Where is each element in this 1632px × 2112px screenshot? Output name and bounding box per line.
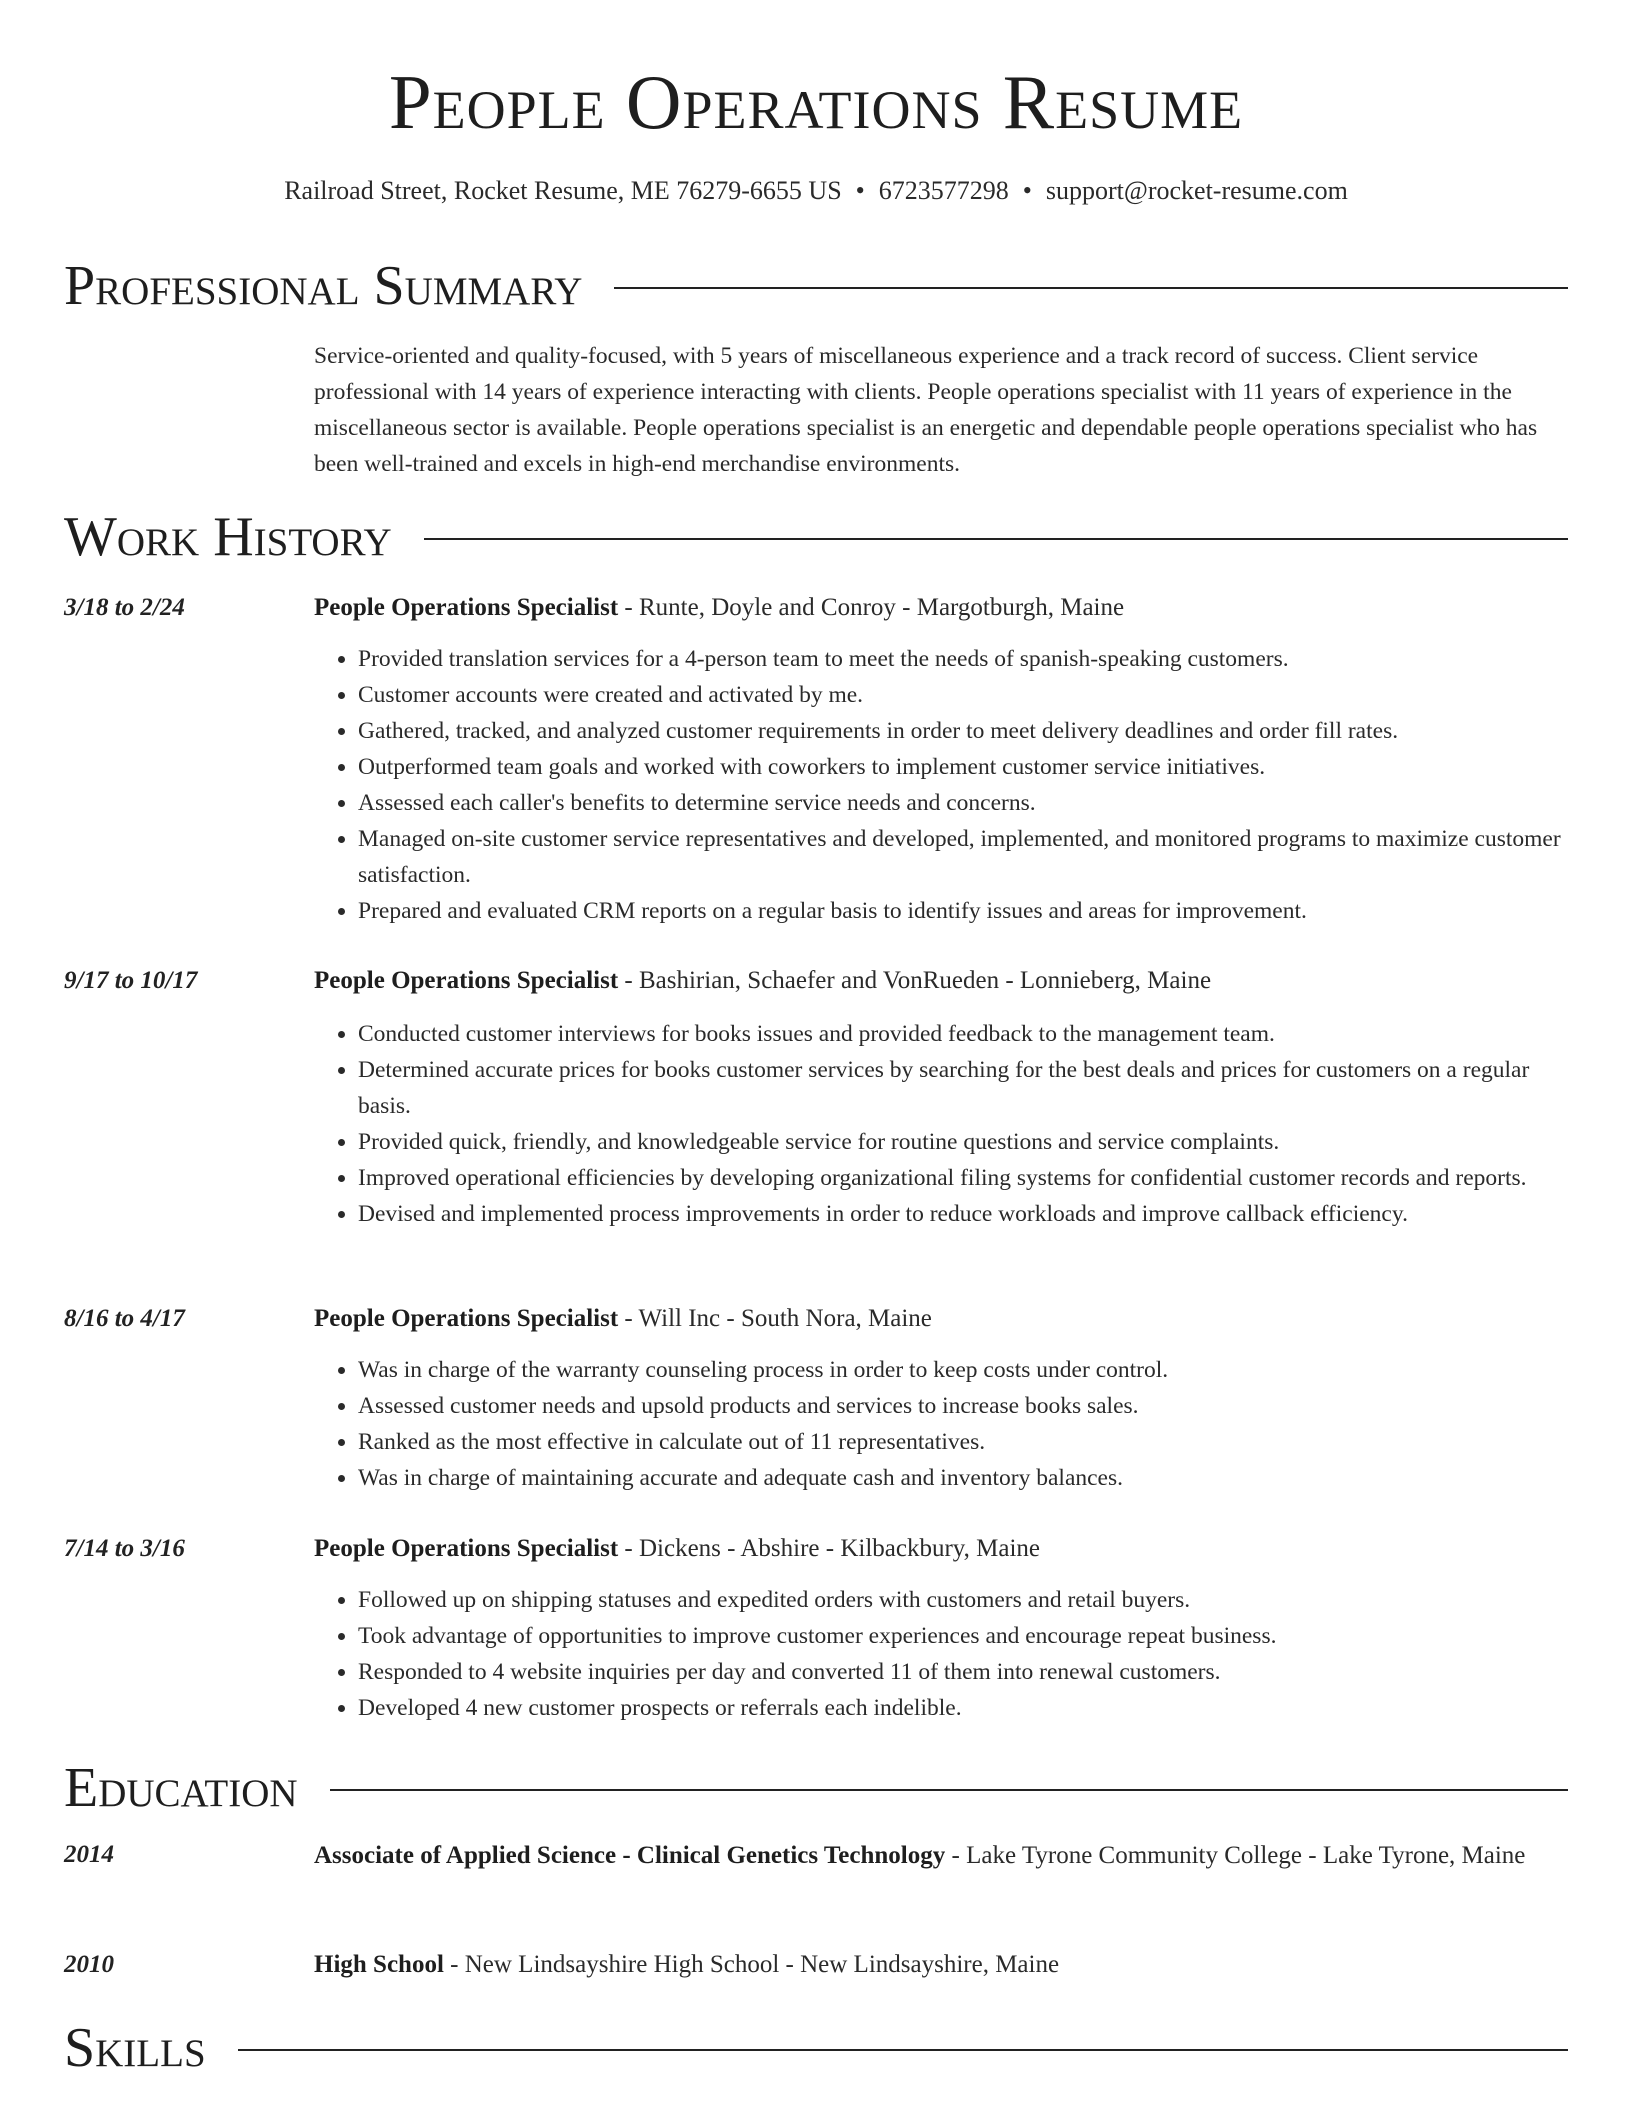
list-item: • Gathered, tracked, and analyzed customer requirements in order to meet delivery deadlines and order fill rates. <box>358 713 1568 749</box>
section-title: Skills <box>64 2017 206 2079</box>
job-details: - Dickens - Abshire - Kilbackbury, Maine <box>618 1535 1041 1562</box>
section-title: Professional Summary <box>64 255 583 317</box>
list-item: • Was in charge of maintaining accurate and adequate cash and inventory balances. <box>358 1460 1568 1496</box>
job-dates: 7/14 to 3/16 <box>64 1535 185 1562</box>
list-item: • Outperformed team goals and worked with coworkers to implement customer service initiatives. <box>358 749 1568 785</box>
job-dates: 8/16 to 4/17 <box>64 1305 185 1332</box>
contact-address: Railroad Street, Rocket Resume, ME 76279-6655 US <box>284 176 842 205</box>
section-title: Work History <box>64 506 392 568</box>
job-bullets <box>314 1016 1568 1232</box>
job-details: - Runte, Doyle and Conroy - Margotburgh, Maine <box>618 594 1125 621</box>
job-bullets <box>314 641 1568 929</box>
education-details: - Lake Tyrone Community College - Lake Tyrone, Maine <box>945 1842 1526 1869</box>
education-header <box>314 1946 1570 1984</box>
job-header <box>314 1530 1570 1568</box>
section-divider <box>614 287 1568 289</box>
section-divider <box>238 2049 1568 2051</box>
education-year: 2014 <box>64 1841 114 1868</box>
list-item: • Conducted customer interviews for books issues and provided feedback to the management team. <box>358 1016 1568 1052</box>
list-item: • Improved operational efficiencies by developing organizational filing systems for confidential customer records and reports. <box>358 1160 1568 1196</box>
list-item: • Took advantage of opportunities to improve customer experiences and encourage repeat business. <box>358 1618 1568 1654</box>
job-bullets <box>314 1582 1568 1726</box>
section-work-history <box>64 503 1568 571</box>
list-item: • Assessed each caller's benefits to determine service needs and concerns. <box>358 785 1568 821</box>
resume-name: People Operations Resume <box>388 59 1244 145</box>
education-header <box>314 1836 1570 1876</box>
job-header <box>314 1300 1570 1338</box>
job-header <box>314 589 1570 627</box>
job-dates: 9/17 to 10/17 <box>64 967 198 994</box>
list-item: • Assessed customer needs and upsold products and services to increase books sales. <box>358 1388 1568 1424</box>
job-header <box>314 962 1570 1000</box>
list-item: • Customer accounts were created and activated by me. <box>358 677 1568 713</box>
education-degree: High School <box>314 1951 444 1978</box>
education-degree: Associate of Applied Science - Clinical Genetics Technology <box>314 1842 946 1869</box>
contact-phone: 6723577298 <box>878 176 1009 205</box>
education-details: - New Lindsayshire High School - New Lindsayshire, Maine <box>443 1951 1060 1978</box>
contact-separator: • <box>1022 176 1032 205</box>
section-professional-summary <box>64 252 1568 320</box>
section-title: Education <box>64 1757 298 1819</box>
summary-text: Service-oriented and quality-focused, with 5 years of miscellaneous experience and a track record of success. Client service professional with 14 years of experience interacting with clients. People operations specialist with 11 years of experience in the miscellaneous sector is available. People operations specialist is an energetic and dependable people operations specialist who has been well-trained and excels in high-end merchandise environments. <box>314 343 1538 477</box>
education-year: 2010 <box>64 1951 114 1978</box>
job-details: - Bashirian, Schaefer and VonRueden - Lonnieberg, Maine <box>618 967 1212 994</box>
contact-email: support@rocket-resume.com <box>1045 176 1348 205</box>
list-item: • Determined accurate prices for books customer services by searching for the best deals and prices for customers on a regular basis. <box>358 1052 1568 1124</box>
list-item: • Followed up on shipping statuses and expedited orders with customers and retail buyers. <box>358 1582 1568 1618</box>
job-dates: 3/18 to 2/24 <box>64 594 185 621</box>
section-divider <box>424 538 1568 540</box>
section-education <box>64 1754 1568 1822</box>
section-skills <box>64 2014 1568 2082</box>
contact-line <box>0 176 1632 206</box>
job-title: People Operations Specialist <box>314 967 619 994</box>
job-bullets <box>314 1352 1568 1496</box>
list-item: • Managed on-site customer service representatives and developed, implemented, and monitored programs to maximize customer satisfaction. <box>358 821 1568 893</box>
list-item: • Provided quick, friendly, and knowledgeable service for routine questions and service complaints. <box>358 1124 1568 1160</box>
job-details: - Will Inc - South Nora, Maine <box>618 1305 932 1332</box>
list-item: • Developed 4 new customer prospects or referrals each indelible. <box>358 1690 1568 1726</box>
list-item: • Ranked as the most effective in calculate out of 11 representatives. <box>358 1424 1568 1460</box>
list-item: • Was in charge of the warranty counseling process in order to keep costs under control. <box>358 1352 1568 1388</box>
section-divider <box>330 1789 1568 1791</box>
list-item: • Devised and implemented process improvements in order to reduce workloads and improve callback efficiency. <box>358 1196 1568 1232</box>
contact-separator: • <box>855 176 865 205</box>
job-title: People Operations Specialist <box>314 1535 619 1562</box>
list-item: • Responded to 4 website inquiries per day and converted 11 of them into renewal customers. <box>358 1654 1568 1690</box>
list-item: • Prepared and evaluated CRM reports on a regular basis to identify issues and areas for improvement. <box>358 893 1568 929</box>
job-title: People Operations Specialist <box>314 1305 619 1332</box>
list-item: • Provided translation services for a 4-person team to meet the needs of spanish-speaking customers. <box>358 641 1568 677</box>
job-title: People Operations Specialist <box>314 594 619 621</box>
